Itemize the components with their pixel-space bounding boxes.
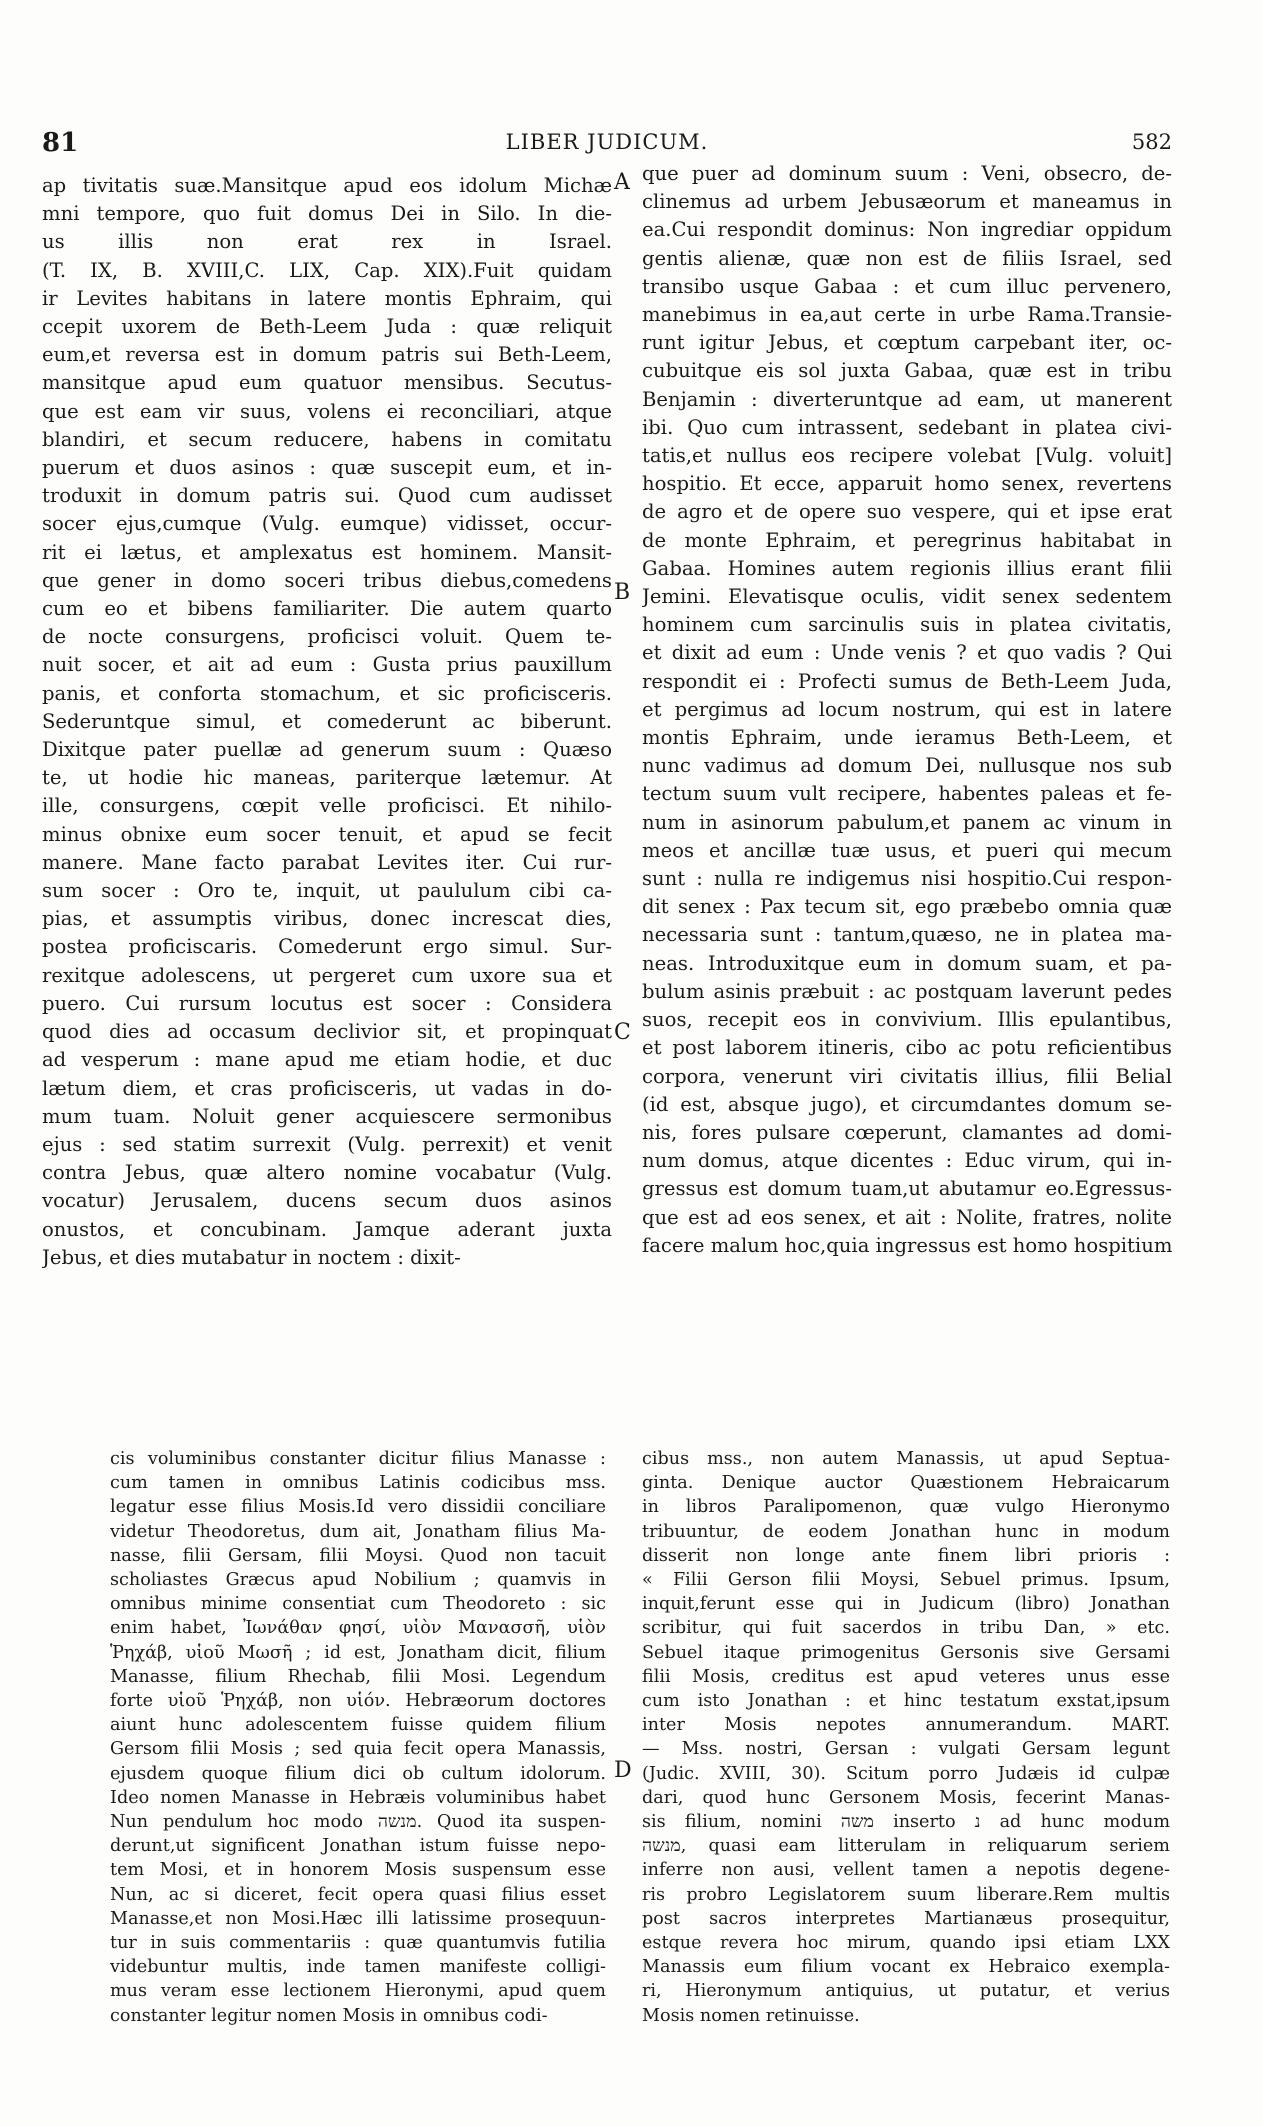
footnote-line: tem Mosi, et in honorem Mosis suspensum esse bbox=[110, 1860, 606, 1881]
footnote-line: videbuntur multis, inde tamen manifeste colligi- bbox=[110, 1957, 606, 1978]
footnote-line: cis voluminibus constanter dicitur filius Manasse : bbox=[110, 1449, 606, 1469]
footnote-line: cum tamen in omnibus Latinis codicibus mss. bbox=[110, 1473, 606, 1494]
text-line: que est ad eos senex, et ait : Nolite, fratres, nolite bbox=[642, 1205, 1172, 1229]
footnote-line: constanter legitur nomen Mosis in omnibus codi- bbox=[110, 2005, 548, 2026]
text-line: montis Ephraim, unde ieramus Beth-Leem, et bbox=[642, 726, 1172, 750]
text-line: clinemus ad urbem Jebusæorum et maneamus in bbox=[642, 190, 1172, 214]
footnote-line: ri, Hieronymum antiquius, ut putatur, et verius bbox=[642, 1981, 1170, 2002]
footnote-line: Ῥηχάβ, υἱοῦ Μωσῆ ; id est, Jonatham dicit, filium bbox=[110, 1642, 606, 1663]
footnote-line: dari, quod hunc Gersonem Mosis, fecerint Manas- bbox=[642, 1787, 1170, 1808]
text-line: necessaria sunt : tantum,quæso, ne in platea ma- bbox=[642, 923, 1172, 947]
footnote-line: mus veram esse lectionem Hieronymi, apud quem bbox=[110, 1981, 606, 2002]
footnote-line: inferre non ausi, vellent tamen a nepotis degene- bbox=[642, 1860, 1170, 1881]
text-line: de monte Ephraim, et peregrinus habitabat in bbox=[642, 528, 1172, 552]
column-number-right: 582 bbox=[1131, 130, 1172, 154]
text-line: nuit socer, et ait ad eum : Gusta prius pauxillum bbox=[42, 653, 612, 677]
text-line: quod dies ad occasum declivior sit, et propinquat bbox=[42, 1020, 612, 1044]
text-line: ap tivitatis suæ.Mansitque apud eos idolum Michæ bbox=[42, 174, 612, 197]
text-line: lætum diem, et cras proficisceris, ut vadas in do- bbox=[42, 1076, 612, 1100]
text-line: eum,et reversa est in domum patris sui Beth-Leem, bbox=[42, 343, 612, 367]
footnote-line: Sebuel itaque primogenitus Gersonis sive Gersami bbox=[642, 1642, 1170, 1663]
text-line: num in asinorum pabulum,et panem ac vinum in bbox=[642, 810, 1172, 834]
text-line: nunc vadimus ad domum Dei, nullusque nos sub bbox=[642, 754, 1172, 778]
footnote-line: scholiastes Græcus apud Nobilium ; quamvis in bbox=[110, 1570, 606, 1591]
footnote-line: ris probro Legislatorem suum liberare.Rem multis bbox=[642, 1884, 1170, 1905]
text-line: us illis non erat rex in Israel. bbox=[42, 230, 612, 254]
text-line: de agro et de opere suo vespere, qui et ipse erat bbox=[642, 500, 1172, 524]
main-text-right-column bbox=[642, 160, 1172, 1260]
text-line: mum tuam. Noluit gener acquiescere sermonibus bbox=[42, 1104, 612, 1128]
text-line: ille, consurgens, cœpit velle proficisci. Et nihilo- bbox=[42, 794, 612, 818]
text-line: pias, et assumptis viribus, donec increscat dies, bbox=[42, 907, 612, 931]
text-line: puero. Cui rursum locutus est socer : Considera bbox=[42, 991, 612, 1015]
text-line: nis, fores pulsare cœperunt, clamantes ad domi- bbox=[642, 1120, 1172, 1144]
text-line: tectum suum vult recipere, habentes paleas et fe- bbox=[642, 782, 1172, 806]
footnote-line: tur in suis commentariis : quæ quantumvis futilia bbox=[110, 1933, 606, 1954]
text-line: meos et ancillæ tuæ usus, et pueri qui mecum bbox=[642, 838, 1172, 862]
text-line: gressus est domum tuam,ut abutamur eo.Egressus- bbox=[642, 1177, 1172, 1201]
text-line: que est eam vir suus, volens ei reconciliari, atque bbox=[42, 399, 612, 423]
footnote-line: disserit non longe ante finem libri prioris : bbox=[642, 1545, 1170, 1566]
main-text-left-column bbox=[42, 172, 612, 1272]
footnote-line: Manasse, filium Rhechab, filii Mosi. Legendum bbox=[110, 1666, 606, 1687]
text-line: panis, et conforta stomachum, et sic proficisceris. bbox=[42, 681, 612, 705]
footnote-line: inquit,ferunt esse qui in Judicum (libro) Jonathan bbox=[642, 1594, 1170, 1615]
text-line: minus obnixe eum socer tenuit, et apud se fecit bbox=[42, 822, 612, 846]
footnote-line: omnibus minime consentiat cum Theodoreto : sic bbox=[110, 1594, 606, 1615]
footnote-line: Gersom filii Mosis ; sed quia fecit opera Manassis, bbox=[110, 1739, 606, 1760]
footnote-line: מנשה, quasi eam litterulam in reliquarum seriem bbox=[642, 1836, 1170, 1857]
text-line: suos, recepit eos in convivium. Illis epulantibus, bbox=[642, 1008, 1172, 1032]
text-line: num domus, atque dicentes : Educ virum, qui in- bbox=[642, 1149, 1172, 1173]
text-line: manebimus in ea,aut certe in urbe Rama.Transie- bbox=[642, 303, 1172, 327]
footnote-line: forte υἱοῦ Ῥηχάβ, non υἱόν. Hebræorum doctores bbox=[110, 1691, 606, 1712]
margin-marker-d: D bbox=[614, 1758, 632, 1783]
text-line: te, ut hodie hic maneas, pariterque lætemur. At bbox=[42, 766, 612, 790]
text-line: blandiri, et secum reducere, habens in comitatu bbox=[42, 427, 612, 451]
footnote-line: estque revera hoc mirum, quando ipsi etiam LXX bbox=[642, 1933, 1170, 1954]
text-line: socer ejus,cumque (Vulg. eumque) vidisset, occur- bbox=[42, 512, 612, 536]
margin-marker-a: A bbox=[614, 170, 630, 195]
text-line: ccepit uxorem de Beth-Leem Juda : quæ reliquit bbox=[42, 315, 612, 339]
text-line: que puer ad dominum suum : Veni, obsecro, de- bbox=[642, 162, 1172, 185]
text-line: runt igitur Jebus, et cœptum carpebant iter, oc- bbox=[642, 331, 1172, 355]
text-line: tatis,et nullus eos recipere volebat [Vulg. voluit] bbox=[642, 444, 1172, 468]
footnote-line: tribuuntur, de eodem Jonathan hunc in modum bbox=[642, 1521, 1170, 1542]
text-line: onustos, et concubinam. Jamque aderant juxta bbox=[42, 1217, 612, 1241]
footnote-line: Manassis eum filium vocant ex Hebraico exempla- bbox=[642, 1957, 1170, 1978]
footnote-line: Nun pendulum hoc modo מנשה. Quod ita suspen- bbox=[110, 1812, 606, 1833]
footnote-line: legatur esse filius Mosis.Id vero dissidii conciliare bbox=[110, 1497, 606, 1518]
running-title: LIBER JUDICUM. bbox=[505, 130, 709, 154]
text-line: et pergimus ad locum nostrum, qui est in latere bbox=[642, 697, 1172, 721]
footnote-line: ginta. Denique auctor Quæstionem Hebraicarum bbox=[642, 1473, 1170, 1494]
footnote-line: Nun, ac si diceret, fecit opera quasi filius esset bbox=[110, 1884, 606, 1905]
text-line: ejus : sed statim surrexit (Vulg. perrexit) et venit bbox=[42, 1132, 612, 1156]
text-line: corpora, venerunt viri civitatis illius, filii Belial bbox=[642, 1064, 1172, 1088]
text-line: ea.Cui respondit dominus: Non ingrediar oppidum bbox=[642, 218, 1172, 242]
text-line: que gener in domo soceri tribus diebus,comedens bbox=[42, 568, 612, 592]
footnote-line: « Filii Gerson filii Moysi, Sebuel primus. Ipsum, bbox=[642, 1570, 1170, 1591]
footnote-line: sis filium, nomini משה inserto נ ad hunc modum bbox=[642, 1812, 1170, 1833]
text-line: ad vesperum : mane apud me etiam hodie, et duc bbox=[42, 1048, 612, 1072]
text-line: (T. IX, B. XVIII,C. LIX, Cap. XIX).Fuit quidam bbox=[42, 258, 612, 282]
text-line: Jebus, et dies mutabatur in noctem : dixit- bbox=[42, 1245, 461, 1269]
footnote-line: derunt,ut significent Jonathan istum fuisse nepo- bbox=[110, 1836, 606, 1857]
text-line: bulum asinis præbuit : ac postquam laverunt pedes bbox=[642, 979, 1172, 1003]
margin-marker-b: B bbox=[614, 580, 631, 605]
running-header bbox=[42, 128, 1172, 158]
text-line: Jemini. Elevatisque oculis, vidit senex sedentem bbox=[642, 585, 1172, 609]
column-number-left: 81 bbox=[42, 128, 79, 158]
text-line: rit ei lætus, et amplexatus est hominem. Mansit- bbox=[42, 540, 612, 564]
text-line: Benjamin : diverteruntque ad eam, ut manerent bbox=[642, 387, 1172, 411]
footnote-line: scribitur, qui fuit sacerdos in tribu Dan, » etc. bbox=[642, 1618, 1170, 1639]
footnote-line: nasse, filii Gersam, filii Moysi. Quod non tacuit bbox=[110, 1545, 606, 1566]
footnote-line: in libros Paralipomenon, quæ vulgo Hieronymo bbox=[642, 1497, 1170, 1518]
text-line: (id est, absque jugo), et circumdantes domum se- bbox=[642, 1092, 1172, 1116]
footnote-line: — Mss. nostri, Gersan : vulgati Gersam legunt bbox=[642, 1739, 1170, 1760]
text-line: sum socer : Oro te, inquit, ut paululum cibi ca- bbox=[42, 879, 612, 903]
footnote-line: (Judic. XVIII, 30). Scitum porro Judæis id culpæ bbox=[642, 1763, 1170, 1784]
footnote-line: inter Mosis nepotes annumerandum. MART. bbox=[642, 1715, 1170, 1736]
text-line: facere malum hoc,quia ingressus est homo hospitium bbox=[642, 1233, 1172, 1257]
footnote-line: Ideo nomen Manasse in Hebræis voluminibus habet bbox=[110, 1787, 606, 1808]
footnote-line: filii Mosis, creditus est apud veteres unus esse bbox=[642, 1666, 1170, 1687]
footnote-line: ejusdem quoque filium dici ob cultum idolorum. bbox=[110, 1763, 606, 1784]
text-line: gentis alienæ, quæ non est de filiis Israel, sed bbox=[642, 246, 1172, 270]
text-line: neas. Introduxitque eum in domum suam, et pa- bbox=[642, 951, 1172, 975]
footnote-line: post sacros interpretes Martianæus prosequitur, bbox=[642, 1908, 1170, 1929]
text-line: ibi. Quo cum intrassent, sedebant in platea civi- bbox=[642, 415, 1172, 439]
text-line: hospitio. Et ecce, apparuit homo senex, revertens bbox=[642, 472, 1172, 496]
text-line: Gabaa. Homines autem regionis illius erant filii bbox=[642, 556, 1172, 580]
text-line: et dixit ad eum : Unde venis ? et quo vadis ? Qui bbox=[642, 641, 1172, 665]
text-line: hominem cum sarcinulis suis in platea civitatis, bbox=[642, 613, 1172, 637]
text-line: puerum et duos asinos : quæ suscepit eum, et in- bbox=[42, 456, 612, 480]
text-line: postea proficiscaris. Comederunt ergo simul. Sur- bbox=[42, 935, 612, 959]
text-line: Dixitque pater puellæ ad generum suum : Quæso bbox=[42, 738, 612, 762]
text-line: contra Jebus, quæ altero nomine vocabatur (Vulg. bbox=[42, 1161, 612, 1185]
text-line: et post laborem itineris, cibo ac potu reficientibus bbox=[642, 1036, 1172, 1060]
text-line: cubuitque eis sol juxta Gabaa, quæ est in tribu bbox=[642, 359, 1172, 383]
footnote-line: Manasse,et non Mosi.Hæc illi latissime prosequun- bbox=[110, 1908, 606, 1929]
footnote-line: aiunt hunc adolescentem fuisse quidem filium bbox=[110, 1715, 606, 1736]
footnote-line: videtur Theodoretus, dum ait, Jonatham filius Ma- bbox=[110, 1521, 606, 1542]
footnote-line: cibus mss., non autem Manassis, ut apud Septua- bbox=[642, 1449, 1170, 1469]
text-line: sunt : nulla re indigemus nisi hospitio.Cui respon- bbox=[642, 867, 1172, 891]
text-line: respondit ei : Profecti sumus de Beth-Leem Juda, bbox=[642, 669, 1172, 693]
text-line: vocatur) Jerusalem, ducens secum duos asinos bbox=[42, 1189, 612, 1213]
footnote-line: enim habet, Ἰωνάθαν φησί, υἱὸν Μανασσῆ, υἱὸν bbox=[110, 1618, 606, 1639]
text-line: dit senex : Pax tecum sit, ego præbebo omnia quæ bbox=[642, 895, 1172, 919]
footnote-line: cum isto Jonathan : et hinc testatum exstat,ipsum bbox=[642, 1691, 1170, 1712]
text-line: ir Levites habitans in latere montis Ephraim, qui bbox=[42, 286, 612, 310]
text-line: Sederuntque simul, et comederunt ac biberunt. bbox=[42, 709, 612, 733]
text-line: de nocte consurgens, proficisci voluit. Quem te- bbox=[42, 625, 612, 649]
text-line: transibo usque Gabaa : et cum illuc pervenero, bbox=[642, 274, 1172, 298]
footnote-line: Mosis nomen retinuisse. bbox=[642, 2005, 860, 2026]
text-line: manere. Mane facto parabat Levites iter. Cui rur- bbox=[42, 850, 612, 874]
footnotes-right-column bbox=[642, 1447, 1170, 2028]
text-line: cum eo et bibens familiariter. Die autem quarto bbox=[42, 597, 612, 621]
footnotes-left-column bbox=[110, 1447, 606, 2028]
text-line: troduxit in domum patris sui. Quod cum audisset bbox=[42, 484, 612, 508]
text-line: mni tempore, quo fuit domus Dei in Silo. In die- bbox=[42, 202, 612, 226]
margin-marker-c: C bbox=[614, 1020, 631, 1045]
text-line: rexitque adolescens, ut pergeret cum uxore sua et bbox=[42, 963, 612, 987]
text-line: mansitque apud eum quatuor mensibus. Secutus- bbox=[42, 371, 612, 395]
